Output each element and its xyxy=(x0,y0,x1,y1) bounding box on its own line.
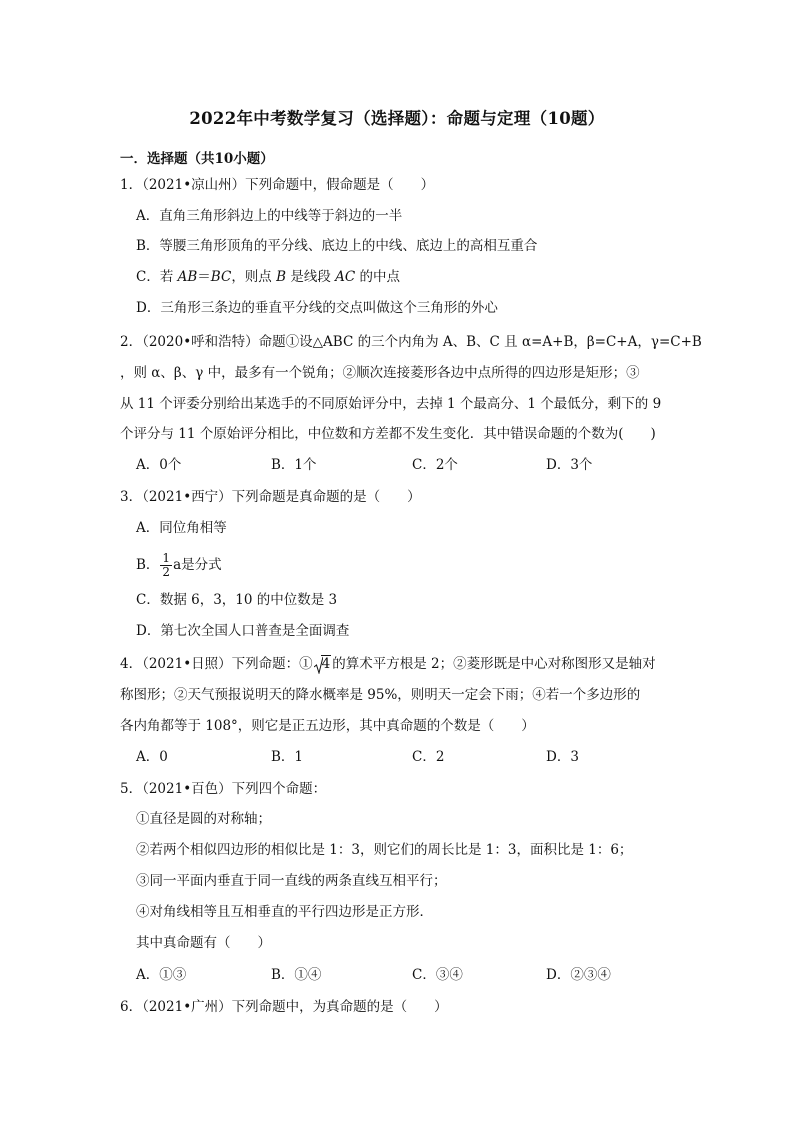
section-heading: 一．选择题（共10小题） xyxy=(120,151,274,167)
segment-ac: AC xyxy=(335,269,356,285)
q5-option-a[interactable]: A．①③ xyxy=(136,967,187,983)
q5-question: 其中真命题有（ ） xyxy=(136,935,271,951)
q1-option-d[interactable]: D．三角形三条边的垂直平分线的交点叫做这个三角形的外心 xyxy=(136,300,498,316)
q2-option-b[interactable]: B．1个 xyxy=(271,457,317,473)
q4-line-1-text: 的算术平方根是 2；②菱形既是中心对称图形又是轴对 xyxy=(332,656,656,672)
q4-line-3: 各内角都等于 108°，则它是正五边形，其中真命题的个数是（ ） xyxy=(120,718,535,734)
q3-option-c[interactable]: C．数据 6，3，10 的中位数是 3 xyxy=(136,592,338,608)
q2-line-2: ，则 α、β、γ 中，最多有一个锐角；②顺次连接菱形各边中点所得的四边形是矩形；③ xyxy=(120,365,640,381)
q2-line-4: 个评分与 11 个原始评分相比，中位数和方差都不发生变化．其中错误命题的个数为( ) xyxy=(120,426,656,442)
q5-statement-2: ②若两个相似四边形的相似比是 1：3，则它们的周长比是 1：3，面积比是 1：6； xyxy=(136,842,633,858)
q1-option-c-text1: ，则点 xyxy=(231,269,277,285)
radicand: 4 xyxy=(321,656,331,672)
q2-option-d[interactable]: D．3个 xyxy=(546,457,593,473)
q3-option-b-text: a是分式 xyxy=(173,557,222,573)
q1-stem: 1．（2021•凉山州）下列命题中，假命题是（ ） xyxy=(120,177,435,193)
q5-statement-3: ③同一平面内垂直于同一直线的两条直线互相平行； xyxy=(136,873,447,889)
q2-option-a[interactable]: A．0个 xyxy=(136,457,182,473)
q5-statement-4: ④对角线相等且互相垂直的平行四边形是正方形． xyxy=(136,904,433,920)
fraction xyxy=(160,552,172,579)
square-root xyxy=(314,654,332,674)
q1-option-c-prefix: C．若 xyxy=(136,269,178,285)
fraction-denominator: 2 xyxy=(162,565,171,579)
segment-ab: AB xyxy=(177,269,198,285)
q3-option-a[interactable]: A．同位角相等 xyxy=(136,520,227,536)
q4-option-d[interactable]: D．3 xyxy=(546,749,579,765)
q3-stem: 3．（2021•西宁）下列命题是真命题的是（ ） xyxy=(120,489,421,505)
q6-stem: 6．（2021•广州）下列命题中，为真命题的是（ ） xyxy=(120,999,448,1015)
q1-option-b[interactable]: B．等腰三角形顶角的平分线、底边上的中线、底边上的高相互重合 xyxy=(136,238,538,254)
q4-line-2: 称图形；②天气预报说明天的降水概率是 95%，则明天一定会下雨；④若一个多边形的 xyxy=(120,687,641,703)
point-b: B xyxy=(276,269,287,285)
q4-option-b[interactable]: B．1 xyxy=(271,749,304,765)
segment-bc: BC xyxy=(210,269,232,285)
q3-option-b-prefix: B． xyxy=(136,557,160,573)
q3-option-d[interactable]: D．第七次全国人口普查是全面调查 xyxy=(136,623,350,639)
equals-sign: ＝ xyxy=(197,269,211,285)
q1-option-c-text2: 是线段 xyxy=(286,269,336,285)
q4-option-a[interactable]: A．0 xyxy=(136,749,168,765)
q3-option-b[interactable] xyxy=(136,552,222,579)
q5-option-d[interactable]: D．②③④ xyxy=(546,967,611,983)
fraction-numerator: 1 xyxy=(162,551,171,565)
q2-option-c[interactable]: C．2个 xyxy=(412,457,458,473)
q5-stem: 5．（2021•百色）下列四个命题： xyxy=(120,781,327,797)
q4-line-1-prefix: 4．（2021•日照）下列命题：① xyxy=(120,656,313,672)
q4-line-1 xyxy=(120,654,656,674)
q1-option-c[interactable] xyxy=(136,267,400,287)
q5-option-c[interactable]: C．③④ xyxy=(412,967,463,983)
page-title: 2022年中考数学复习（选择题）：命题与定理（10题） xyxy=(189,109,605,128)
q4-option-c[interactable]: C．2 xyxy=(412,749,445,765)
q5-statement-1: ①直径是圆的对称轴； xyxy=(136,811,271,827)
q2-line-3: 从 11 个评委分别给出某选手的不同原始评分中，去掉 1 个最高分、1 个最低分，剩下的 9 xyxy=(120,396,662,412)
q1-option-c-text3: 的中点 xyxy=(355,269,401,285)
q2-line-1: 2．（2020•呼和浩特）命题①设△ABC 的三个内角为 A、B、C 且 α=A+B，β=C+A，γ=C+B xyxy=(120,334,702,350)
q5-option-b[interactable]: B．①④ xyxy=(271,967,322,983)
q1-option-a[interactable]: A．直角三角形斜边上的中线等于斜边的一半 xyxy=(136,208,403,224)
